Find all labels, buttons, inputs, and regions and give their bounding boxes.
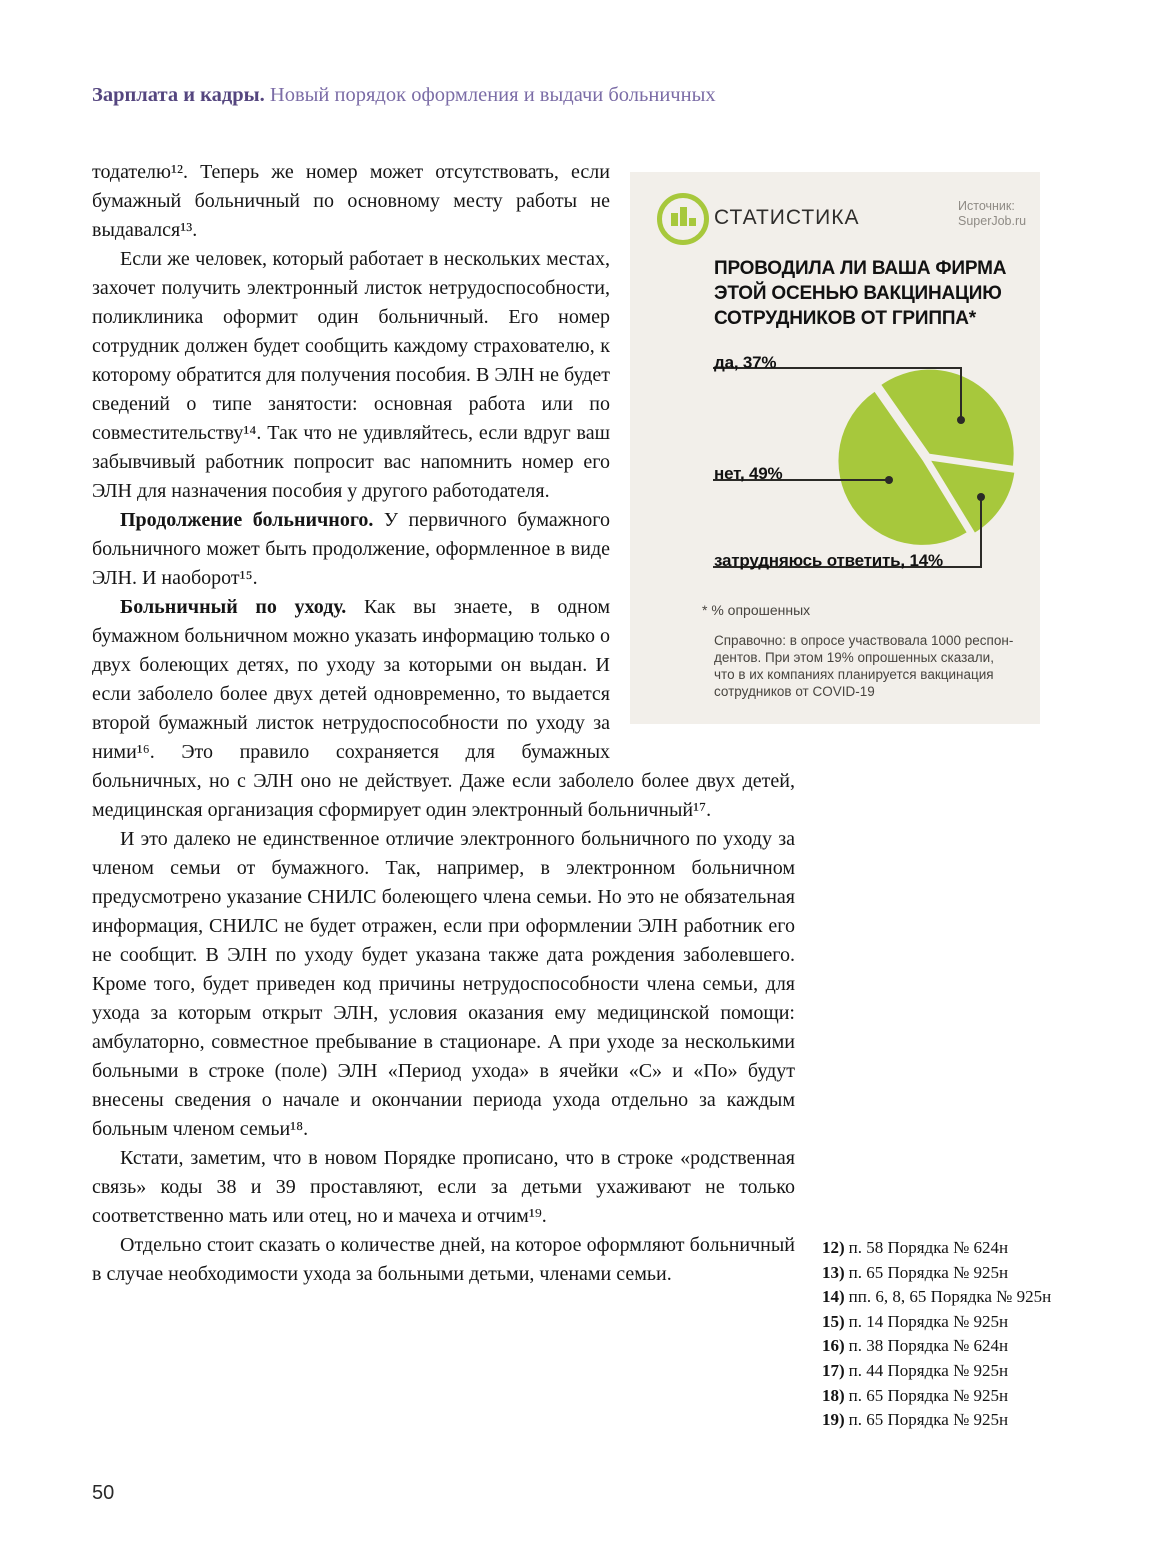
- footnote-number: 18): [822, 1385, 845, 1405]
- footnote-text: п. 65 Порядка № 925н: [848, 1385, 1009, 1405]
- leader-dot-2: [977, 493, 985, 501]
- footnote-18: [822, 1384, 1122, 1409]
- footnote-text: п. 58 Порядка № 624н: [848, 1238, 1009, 1257]
- footnote-13: [822, 1261, 1122, 1286]
- footnote-number: 16): [822, 1336, 845, 1356]
- footnote-text: п. 44 Порядка № 925н: [848, 1360, 1009, 1380]
- leader-dot-1: [885, 476, 893, 484]
- footnote-text: п. 65 Порядка № 925н: [848, 1410, 1009, 1430]
- leader-dot-0: [957, 416, 965, 424]
- footnote-text: п. 38 Порядка № 624н: [848, 1336, 1009, 1356]
- footnote-text: п. 65 Порядка № 925н: [848, 1262, 1009, 1282]
- paragraph-days-count: Отдельно стоит сказать о количестве дней, на которое оформляют больничный в случае необходимости ухода за больными детьми, членами семьи.: [92, 1234, 795, 1285]
- chart-title-line3: СОТРУДНИКОВ ОТ ГРИППА*: [714, 308, 976, 329]
- chart-title-line2: ЭТОЙ ОСЕНЬЮ ВАКЦИНАЦИЮ: [714, 283, 1002, 304]
- running-head-title: Новый порядок оформления и выдачи больничных: [264, 84, 716, 106]
- footnote-number: 19): [822, 1410, 845, 1430]
- paragraph-continuation: тодателю¹². Теперь же номер может отсутствовать, если бумажный больничный по основному месту работы не выдавался¹³.: [92, 161, 610, 241]
- footnote-16: [822, 1334, 1122, 1359]
- footnote-number: 12): [822, 1238, 845, 1257]
- chart-source-line2: SuperJob.ru: [958, 214, 1027, 228]
- chart-reference-note: Справочно: в опросе участвовала 1000 респондентов. При этом 19% опрошенных сказали, что в их компаниях планируется вакцинация сотрудников от COVID-19: [714, 633, 1014, 699]
- footnote-17: [822, 1359, 1122, 1384]
- paragraph-text: У первичного бумажного больничного может быть продолжение, оформленное в виде ЭЛН. И наоборот¹⁵.: [92, 509, 610, 589]
- footnote-text: пп. 6, 8, 65 Порядка № 925н: [848, 1287, 1052, 1307]
- footnote-number: 17): [822, 1360, 845, 1380]
- running-head-section: Зарплата и кадры.: [92, 84, 265, 106]
- margin-footnotes: [822, 1236, 1122, 1433]
- pie-label-no: нет, 49%: [714, 464, 783, 483]
- running-head: [92, 84, 716, 107]
- pie-label-undecided: затрудняюсь ответить, 14%: [714, 551, 943, 570]
- chart-footnote: * % опрошенных: [702, 602, 811, 618]
- footnote-14: [822, 1285, 1122, 1310]
- pie-label-yes: да, 37%: [714, 353, 777, 372]
- statistics-card: [630, 172, 1040, 724]
- card-kicker: СТАТИСТИКА: [714, 206, 860, 229]
- paragraph-text: Как вы знаете, в одном бумажном больничном можно указать информацию только о двух болеющих детях, по уходу за которыми он выдан. И если заболело более двух детей одновременно, то выдается второй бумажный листок нетрудоспособности по уходу за ними¹⁶. Это правило сохраняется для бумажных больничных, но с ЭЛН оно не действует. Даже если заболело более двух детей, медицинская организация сформирует один электронный больничный¹⁷.: [92, 596, 795, 821]
- paragraph-lead-bold: Больничный по уходу.: [120, 596, 347, 618]
- paragraph-eln-differences: И это далеко не единственное отличие электронного больничного по уходу за членом семьи от бумажного. Так, например, в электронном больничном предусмотрено указание СНИЛС болеющего члена семьи. Но это не обязательная информация, СНИЛС не будет отражен, если при оформлении ЭЛН работник его не сообщит. В ЭЛН по уходу будет указана также дата рождения заболевшего. Кроме того, будет приведен код причины нетрудоспособности члена семьи, для ухода за которым открыт ЭЛН, условия оказания ему медицинской помощи: амбулаторно, совместное пребывание в стационаре. А при уходе за несколькими больными в строке (поле) ЭЛН «Период ухода» в ячейки «С» и «По» будут внесены сведения о начале и окончании периода ухода отдельно за каждым больным членом семьи¹⁸.: [92, 828, 795, 1140]
- page-number: 50: [92, 1482, 115, 1504]
- footnote-15: [822, 1310, 1122, 1335]
- chart-source-line1: Источник:: [958, 199, 1015, 213]
- footnote-number: 13): [822, 1262, 845, 1282]
- footnote-12: [822, 1236, 1122, 1261]
- paragraph-kinship-codes: Кстати, заметим, что в новом Порядке прописано, что в строке «родственная связь» коды 38 и 39 проставляют, если за детьми ухаживают не только соответственно мать или отец, но и мачеха и отчим¹⁹.: [92, 1147, 795, 1227]
- paragraph-multiple-jobs: Если же человек, который работает в нескольких местах, захочет получить электронный листок нетрудоспособности, поликлиника оформит один больничный. Его номер сотрудник должен будет сообщить каждому страхователю, к которому обратится для получения пособия. В ЭЛН не будет сведений о типе занятости: основная работа или по совместительству¹⁴. Так что не удивляйтесь, если вдруг ваш забывчивый работник попросит вас напомнить номер его ЭЛН для назначения пособия у другого работодателя.: [92, 248, 610, 502]
- footnote-number: 14): [822, 1287, 845, 1307]
- footnote-text: п. 14 Порядка № 925н: [848, 1311, 1009, 1331]
- chart-title-line1: ПРОВОДИЛА ЛИ ВАША ФИРМА: [714, 258, 1007, 279]
- paragraph-lead-bold: Продолжение больничного.: [120, 509, 374, 531]
- footnote-19: [822, 1408, 1122, 1433]
- footnote-number: 15): [822, 1311, 845, 1331]
